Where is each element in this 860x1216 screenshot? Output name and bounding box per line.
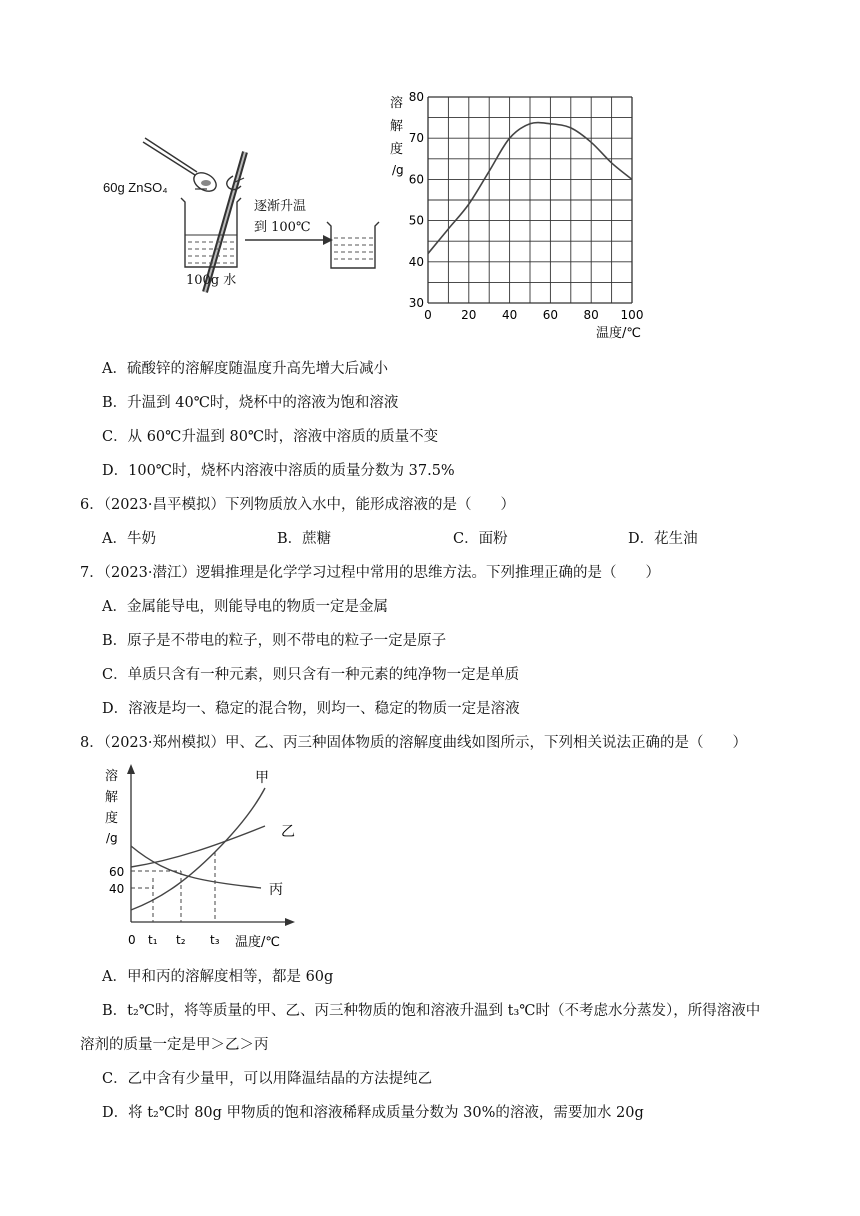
y-tick-label: 70 [408, 131, 424, 146]
q5-option-d: D．100℃时，烧杯内溶液中溶质的质量分数为 37.5% [102, 463, 455, 479]
y-tick-label: 60 [109, 865, 125, 879]
q8-stem: 8．（2023·郑州模拟）甲、乙、丙三种固体物质的溶解度曲线如图所示，下列相关说法正确的是（ ） [80, 735, 747, 751]
x-tick-label: 0 [424, 308, 432, 322]
x-tick-label: 80 [583, 308, 599, 322]
q6-option-a: A．牛奶 [102, 531, 156, 547]
y-axis-label-char: 解 [105, 790, 119, 805]
y-axis-label-char: 度 [105, 811, 119, 826]
q6-option-c: C．面粉 [453, 531, 508, 547]
x-tick-label: 100 [620, 308, 644, 322]
q5-option-a: A．硫酸锌的溶解度随温度升高先增大后减小 [102, 361, 388, 377]
y-tick-label: 40 [109, 882, 125, 896]
arrow-label-2: 到 100℃ [254, 220, 311, 235]
q7-option-d: D．溶液是均一、稳定的混合物，则均一、稳定的物质一定是溶液 [102, 701, 520, 717]
x-tick-label: 60 [542, 308, 559, 322]
y-tick-label: 30 [408, 296, 424, 310]
x-axis-label: 温度/℃ [235, 935, 280, 950]
arrow-label-1: 逐渐升温 [254, 199, 307, 214]
q6-stem: 6．（2023·昌平模拟）下列物质放入水中，能形成溶液的是（ ） [80, 497, 515, 513]
x-tick-label: t₁ [148, 933, 158, 947]
y-axis-label-char: /g [106, 831, 118, 845]
x-tick-label: 20 [461, 308, 477, 322]
beaker-right [327, 222, 379, 268]
y-tick-label: 40 [408, 254, 424, 269]
x-tick-label: t₃ [210, 933, 220, 947]
y-tick-label: 60 [408, 172, 424, 187]
q6-option-d: D．花生油 [628, 531, 698, 547]
y-axis-label-char: 度 [390, 142, 404, 157]
water-label: 100g 水 [186, 273, 237, 288]
q5-option-c: C．从 60℃升温到 80℃时，溶液中溶质的质量不变 [102, 429, 439, 445]
q7-option-a: A．金属能导电，则能导电的物质一定是金属 [102, 599, 388, 615]
y-axis-label-char: 溶 [390, 96, 404, 111]
x-axis-label: 温度/℃ [596, 326, 641, 341]
series-label-yi: 乙 [281, 824, 295, 840]
beaker-figure [95, 120, 395, 295]
y-axis-label-char: 溶 [105, 769, 119, 784]
y-axis-label-char: 解 [390, 119, 404, 134]
x-tick-label: 40 [501, 308, 518, 322]
series-label-jia: 甲 [255, 770, 269, 786]
curve-jia [131, 788, 265, 910]
y-tick-label: 80 [408, 90, 424, 104]
curve-bing [131, 846, 261, 888]
q8-option-a: A．甲和丙的溶解度相等，都是 60g [102, 969, 334, 985]
q7-option-b: B．原子是不带电的粒子，则不带电的粒子一定是原子 [102, 633, 447, 649]
zinc-sulfate-label: 60g ZnSO₄ [103, 180, 168, 195]
x-tick-label: 0 [128, 933, 136, 947]
zinc-sulfate-solubility-chart [380, 85, 660, 345]
q8-option-d: D．将 t₂℃时 80g 甲物质的饱和溶液稀释成质量分数为 30%的溶液，需要加水 20g [102, 1105, 644, 1121]
three-substance-solubility-chart [95, 762, 315, 957]
q8-option-c: C．乙中含有少量甲，可以用降温结晶的方法提纯乙 [102, 1071, 433, 1087]
q8-option-b-line1: B．t₂℃时，将等质量的甲、乙、丙三种物质的饱和溶液升温到 t₃℃时（不考虑水分蒸发），所得溶液中 [102, 1003, 761, 1019]
series-label-bing: 丙 [269, 882, 283, 898]
q8-option-b-line2: 溶剂的质量一定是甲＞乙＞丙 [80, 1037, 269, 1053]
q6-option-b: B．蔗糖 [277, 531, 332, 547]
y-axis-label-char: /g [392, 163, 404, 177]
y-tick-label: 50 [408, 213, 424, 228]
x-tick-label: t₂ [176, 933, 186, 947]
q7-stem: 7．（2023·潜江）逻辑推理是化学学习过程中常用的思维方法。下列推理正确的是（ ） [80, 565, 660, 581]
q7-option-c: C．单质只含有一种元素，则只含有一种元素的纯净物一定是单质 [102, 667, 520, 683]
q5-option-b: B．升温到 40℃时，烧杯中的溶液为饱和溶液 [102, 395, 399, 411]
